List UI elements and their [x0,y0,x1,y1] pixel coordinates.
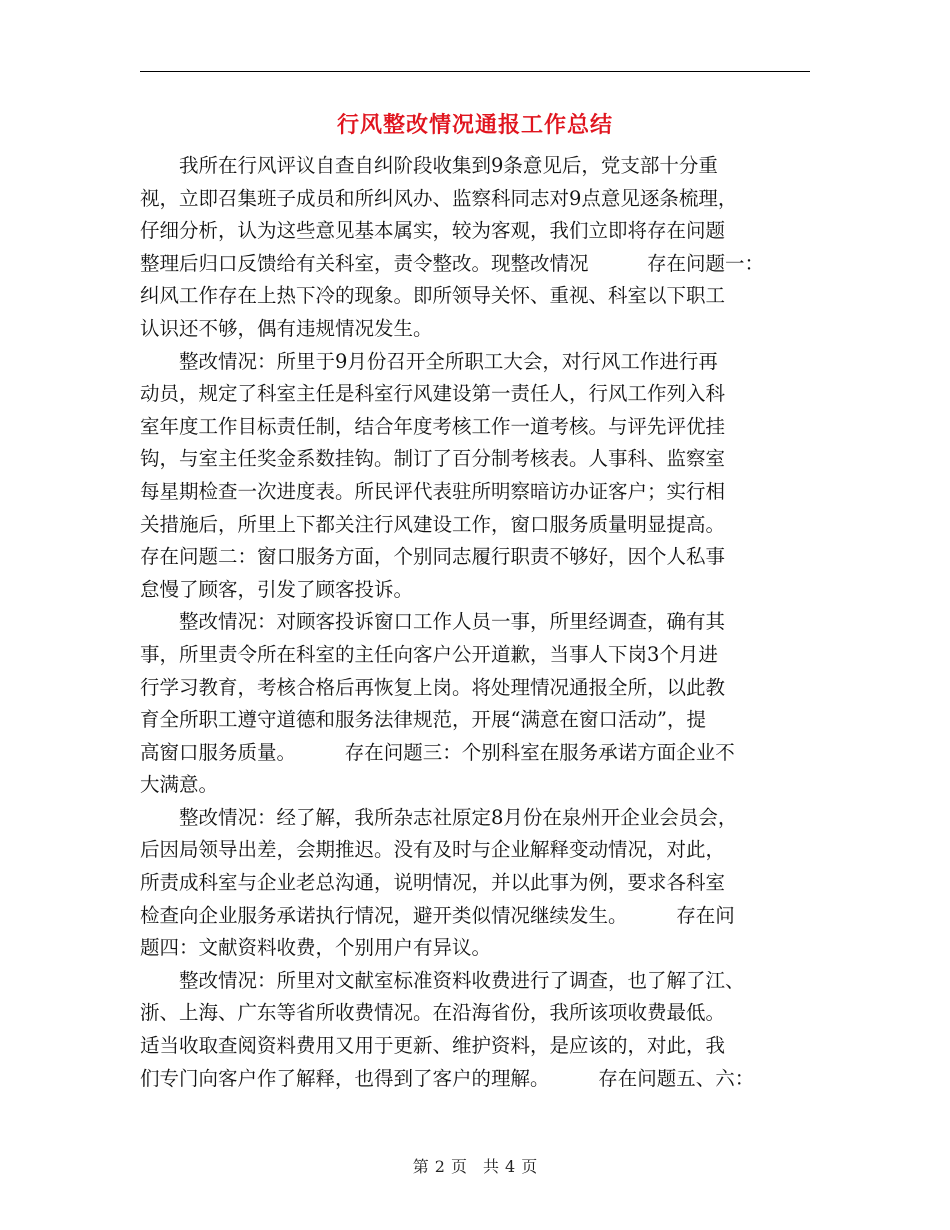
footer-suffix: 页 [521,1157,538,1176]
footer-total-pages: 4 [505,1157,516,1176]
body-line: 我所在行风评议自查自纠阶段收集到9条意见后，党支部十分重 [140,154,718,177]
body-line: 每星期检查一次进度表。所民评代表驻所明察暗访办证客户；实行相 [140,479,726,503]
body-line: 视，立即召集班子成员和所纠风办、监察科同志对9点意见逐条梳理， [140,186,738,210]
body-line: 关措施后，所里上下都关注行风建设工作，窗口服务质量明显提高。 [140,512,726,536]
footer-page-number: 2 [434,1157,445,1176]
body-line: 适当收取查阅资料费用又用于更新、维护资料，是应该的，对此，我 [140,1034,726,1058]
body-line: 们专门向客户作了解释，也得到了客户的理解。 存在问题五、六： [140,1066,755,1090]
body-line: 所责成科室与企业老总沟通，说明情况，并以此事为例，要求各科室 [140,871,726,895]
body-line: 整改情况：所里于9月份召开全所职工大会，对行风工作进行再 [140,349,718,373]
body-line: 高窗口服务质量。 存在问题三：个别科室在服务承诺方面企业不 [140,740,735,764]
body-line: 怠慢了顾客，引发了顾客投诉。 [140,577,414,601]
document-title: 行风整改情况通报工作总结 [336,113,613,138]
body-line: 检查向企业服务承诺执行情况，避开类似情况继续发生。 存在问 [140,903,735,927]
body-line: 后因局领导出差，会期推迟。没有及时与企业解释变动情况，对此， [140,838,726,862]
document-body [140,150,830,1095]
body-line: 认识还不够，偶有违规情况发生。 [140,316,433,340]
body-line: 仔细分析，认为这些意见基本属实，较为客观，我们立即将存在问题 [140,219,726,243]
footer-prefix: 第 [412,1157,429,1176]
body-line: 钩，与室主任奖金系数挂钩。制订了百分制考核表。人事科、监察室 [140,447,726,471]
header-rule [140,71,810,72]
body-line: 育全所职工遵守道德和服务法律规范，开展“满意在窗口活动”，提 [140,708,706,732]
body-line: 存在问题二：窗口服务方面，个别同志履行职责不够好，因个人私事 [140,545,726,569]
body-line: 动员，规定了科室主任是科室行风建设第一责任人，行风工作列入科 [140,382,726,406]
body-line: 浙、上海、广东等省所收费情况。在沿海省份，我所该项收费最低。 [140,1001,726,1025]
footer-mid: 页 共 [450,1157,499,1176]
body-line: 大满意。 [140,773,219,797]
body-line: 整改情况：经了解，我所杂志社原定8月份在泉州开企业会员会， [140,805,738,829]
body-line: 事，所里责令所在科室的主任向客户公开道歉，当事人下岗3个月进 [140,642,718,666]
page-footer [0,1154,950,1177]
body-line: 整理后归口反馈给有关科室，责令整改。现整改情况 存在问题一： [140,251,765,275]
body-line: 室年度工作目标责任制，结合年度考核工作一道考核。与评先评优挂 [140,414,726,438]
body-line: 行学习教育，考核合格后再恢复上岗。将处理情况通报全所，以此教 [140,675,726,699]
body-line: 题四：文献资料收费，个别用户有异议。 [140,936,492,960]
body-line: 整改情况：所里对文献室标准资料收费进行了调查，也了解了江、 [140,968,745,992]
body-line: 纠风工作存在上热下冷的现象。即所领导关怀、重视、科室以下职工 [140,284,726,308]
body-line: 整改情况：对顾客投诉窗口工作人员一事，所里经调查，确有其 [140,610,726,634]
